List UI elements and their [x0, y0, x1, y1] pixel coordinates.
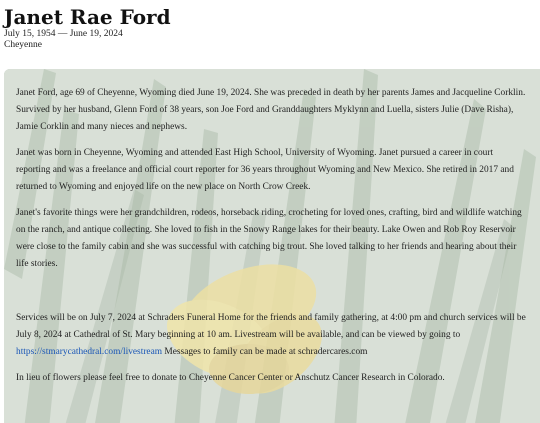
livestream-link[interactable]: https://stmarycathedral.com/livestream	[16, 347, 163, 357]
messages-text: Messages to family can be made at schradercares.com	[162, 347, 368, 357]
paragraph-donations: In lieu of flowers please feel free to donate to Cheyenne Cancer Center or Anschutz Cancer Research in Colorado.	[16, 373, 445, 383]
obituary-text	[16, 85, 528, 396]
obituary-panel	[4, 69, 540, 423]
paragraph-survivors: Janet Ford, age 69 of Cheyenne, Wyoming died June 19, 2024. She was preceded in death by her parents James and Jacqueline Corklin. Survived by her husband, Glenn Ford of 38 years, son Joe Ford and Granddaughters Myklynn and Luella, sisters Julie (Dave Risha), Jamie Corklin and many nieces and nephews.	[16, 88, 526, 132]
paragraph-favorites: Janet's favorite things were her grandchildren, rodeos, horseback riding, crocheting for loved ones, crafting, bird and wildlife watching on the ranch, and antique collecting. She loved to fish in the Snowy Range lakes for their beauty. Lake Owen and Rob Roy Reservoir were close to the family cabin and she was successful with catching big trout. She loved talking to her friends and hearing about their life stories.	[16, 208, 522, 269]
hometown: Cheyenne	[4, 40, 42, 50]
paragraph-career: Janet was born in Cheyenne, Wyoming and attended East High School, University of Wyoming. Janet pursued a career in court reporting and was a freelance and official court reporter for 36 years throughout Wyoming and New Mexico. She retired in 2017 and returned to Wyoming and enjoyed life on the new place on North Crow Creek.	[16, 148, 514, 192]
services-text: Services will be on July 7, 2024 at Schraders Funeral Home for the friends and family gathering, at 4:00 pm and church services will be July 8, 2024 at Cathedral of St. Mary beginning at 10 am. Livestream will be available, and can be viewed by going to	[16, 313, 526, 340]
paragraph-services	[16, 310, 528, 361]
obituary-header	[4, 6, 534, 51]
deceased-name: Janet Rae Ford	[4, 5, 171, 29]
life-dates: July 15, 1954 — June 19, 2024	[4, 29, 123, 39]
